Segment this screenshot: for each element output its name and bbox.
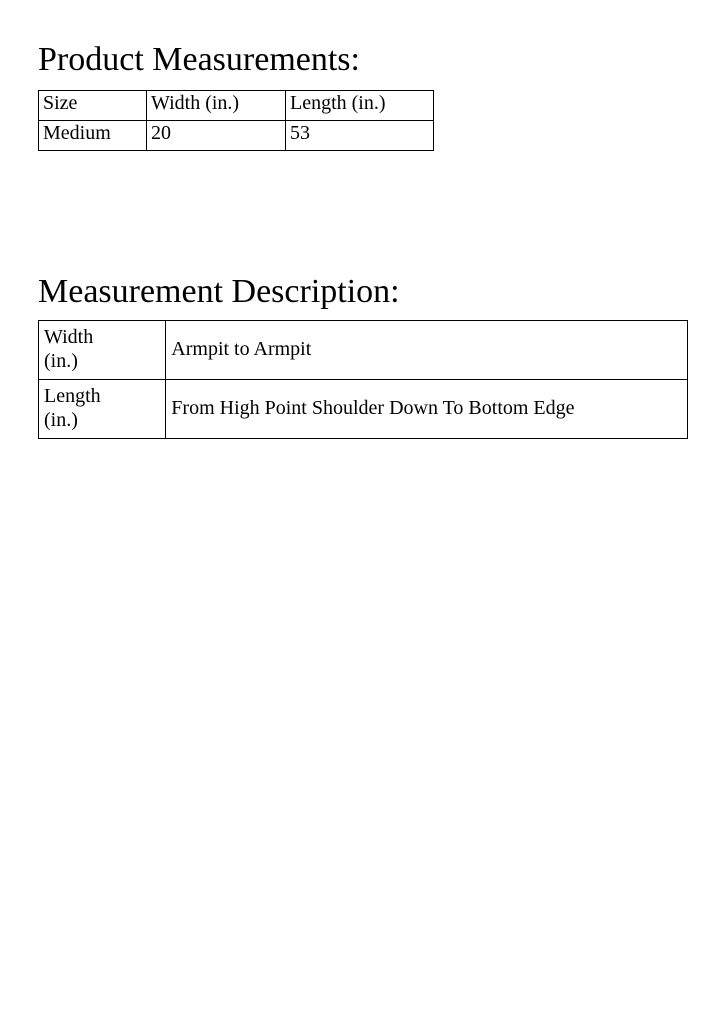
row-label-width-line1: Width [44, 326, 94, 348]
column-header-width: Width (in.) [147, 91, 286, 121]
row-label-width [39, 321, 166, 380]
measurement-description-heading: Measurement Description: [38, 273, 400, 310]
product-measurements-table [38, 90, 434, 151]
row-description-width: Armpit to Armpit [166, 321, 688, 380]
column-header-length: Length (in.) [286, 91, 434, 121]
table-row [39, 121, 434, 151]
cell-width: 20 [147, 121, 286, 151]
row-label-width-line2: (in.) [44, 350, 78, 372]
row-description-length: From High Point Shoulder Down To Bottom Edge [166, 380, 688, 439]
cell-size: Medium [39, 121, 147, 151]
product-measurements-heading: Product Measurements: [38, 41, 360, 78]
column-header-size: Size [39, 91, 147, 121]
table-row [39, 321, 688, 380]
cell-length: 53 [286, 121, 434, 151]
measurement-description-table [38, 320, 688, 439]
row-label-length-line1: Length [44, 385, 101, 407]
row-label-length [39, 380, 166, 439]
row-label-length-line2: (in.) [44, 409, 78, 431]
table-row [39, 380, 688, 439]
table-header-row [39, 91, 434, 121]
